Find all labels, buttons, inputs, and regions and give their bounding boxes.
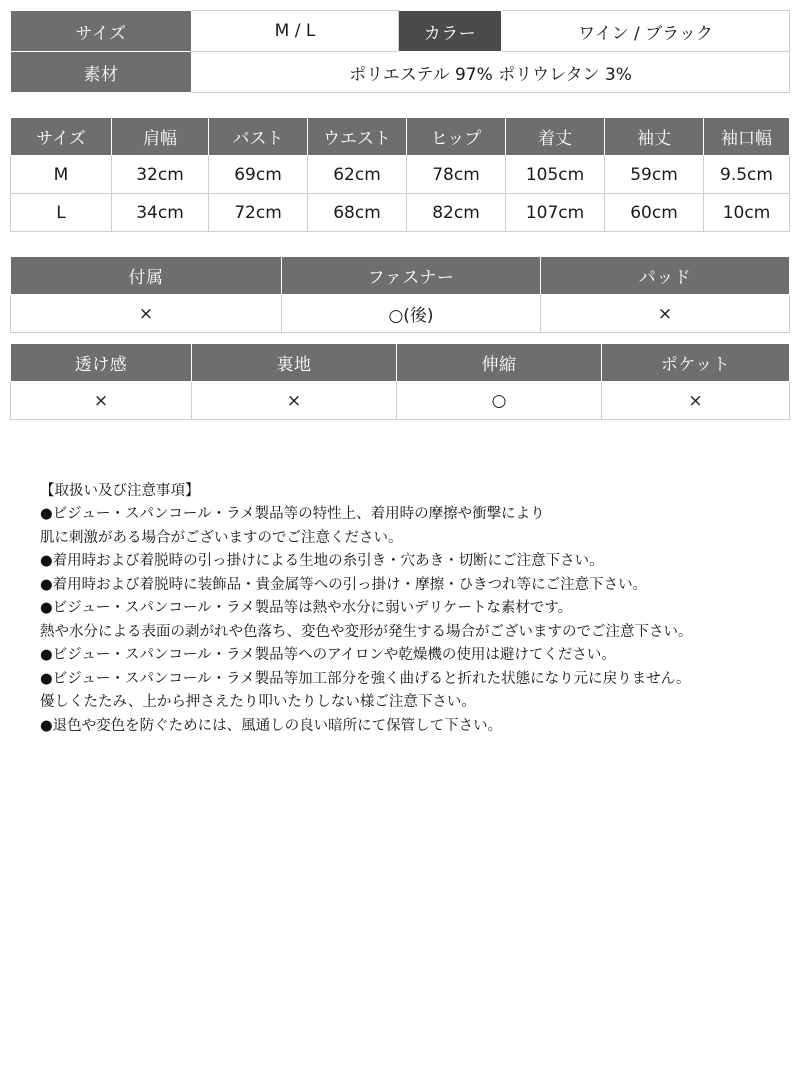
attr-lining-value: × [192,382,397,420]
care-notes [10,480,790,738]
size-l-cuff: 10cm [704,194,790,232]
size-m-hip: 78cm [407,156,506,194]
table-header-row [11,257,790,295]
basic-info-table [10,10,790,93]
size-m-shoulder: 32cm [112,156,209,194]
size-m-bust: 69cm [209,156,308,194]
attr-pocket-header: ポケット [602,344,790,382]
col-sleeve: 袖丈 [605,118,704,156]
spacer [10,333,790,343]
size-l-label: L [11,194,112,232]
attributes-table-2 [10,343,790,420]
measurement-table [10,117,790,232]
size-m-waist: 62cm [308,156,407,194]
size-m-label: M [11,156,112,194]
basic-material-value: ポリエステル 97% ポリウレタン 3% [192,52,790,93]
care-note-line: 熱や水分による表面の剥がれや色落ち、変色や変形が発生する場合がございますのでご注意下さい。 [40,623,693,640]
basic-color-header: カラー [399,11,502,52]
attr-pad-value: × [541,295,790,333]
size-l-shoulder: 34cm [112,194,209,232]
attr-accessory-value: × [11,295,282,333]
care-note-line: 優しくたたみ、上から押さえたり叩いたりしない様ご注意下さい。 [40,694,476,711]
attr-sheer-value: × [11,382,192,420]
table-row [11,52,790,93]
attr-zipper-value: ○(後) [282,295,541,333]
attr-accessory-header: 付属 [11,257,282,295]
attr-pocket-value: × [602,382,790,420]
col-shoulder: 肩幅 [112,118,209,156]
basic-material-header: 素材 [11,52,192,93]
care-note-line: ●ビジュー・スパンコール・ラメ製品等の特性上、着用時の摩擦や衝撃により [40,506,545,523]
size-l-sleeve: 60cm [605,194,704,232]
care-note-line: ●退色や変色を防ぐためには、風通しの良い暗所にて保管して下さい。 [40,717,503,734]
size-m-cuff: 9.5cm [704,156,790,194]
basic-size-value: M / L [192,11,399,52]
size-m-sleeve: 59cm [605,156,704,194]
care-notes-title: 【取扱い及び注意事項】 [40,483,200,499]
care-note-line: ●ビジュー・スパンコール・ラメ製品等へのアイロンや乾燥機の使用は避けてください。 [40,647,616,664]
care-note-line: ●着用時および着脱時に装飾品・貴金属等への引っ掛け・摩擦・ひきつれ等にご注意下さい。 [40,576,648,593]
col-bust: バスト [209,118,308,156]
care-note-line: 肌に刺激がある場合がございますのでご注意ください。 [40,529,403,546]
spacer [10,93,790,117]
attributes-table-1 [10,256,790,333]
care-note-line: ●ビジュー・スパンコール・ラメ製品等加工部分を強く曲げると折れた状態になり元に戻りません。 [40,670,691,687]
attr-lining-header: 裏地 [192,344,397,382]
size-l-bust: 72cm [209,194,308,232]
size-m-length: 105cm [506,156,605,194]
basic-size-header: サイズ [11,11,192,52]
attr-stretch-header: 伸縮 [397,344,602,382]
col-waist: ウエスト [308,118,407,156]
table-row [11,295,790,333]
size-l-waist: 68cm [308,194,407,232]
table-row [11,382,790,420]
attr-stretch-value: ○ [397,382,602,420]
care-note-line: ●着用時および着脱時の引っ掛けによる生地の糸引き・穴あき・切断にご注意下さい。 [40,553,604,570]
spacer [10,232,790,256]
attr-zipper-header: ファスナー [282,257,541,295]
col-size: サイズ [11,118,112,156]
size-l-hip: 82cm [407,194,506,232]
col-length: 着丈 [506,118,605,156]
attr-sheer-header: 透け感 [11,344,192,382]
table-row [11,11,790,52]
table-row [11,156,790,194]
col-hip: ヒップ [407,118,506,156]
care-note-line: ●ビジュー・スパンコール・ラメ製品等は熱や水分に弱いデリケートな素材です。 [40,600,573,617]
table-header-row [11,118,790,156]
size-l-length: 107cm [506,194,605,232]
col-cuff: 袖口幅 [704,118,790,156]
attr-pad-header: パッド [541,257,790,295]
table-header-row [11,344,790,382]
table-row [11,194,790,232]
basic-color-value: ワイン / ブラック [502,11,790,52]
